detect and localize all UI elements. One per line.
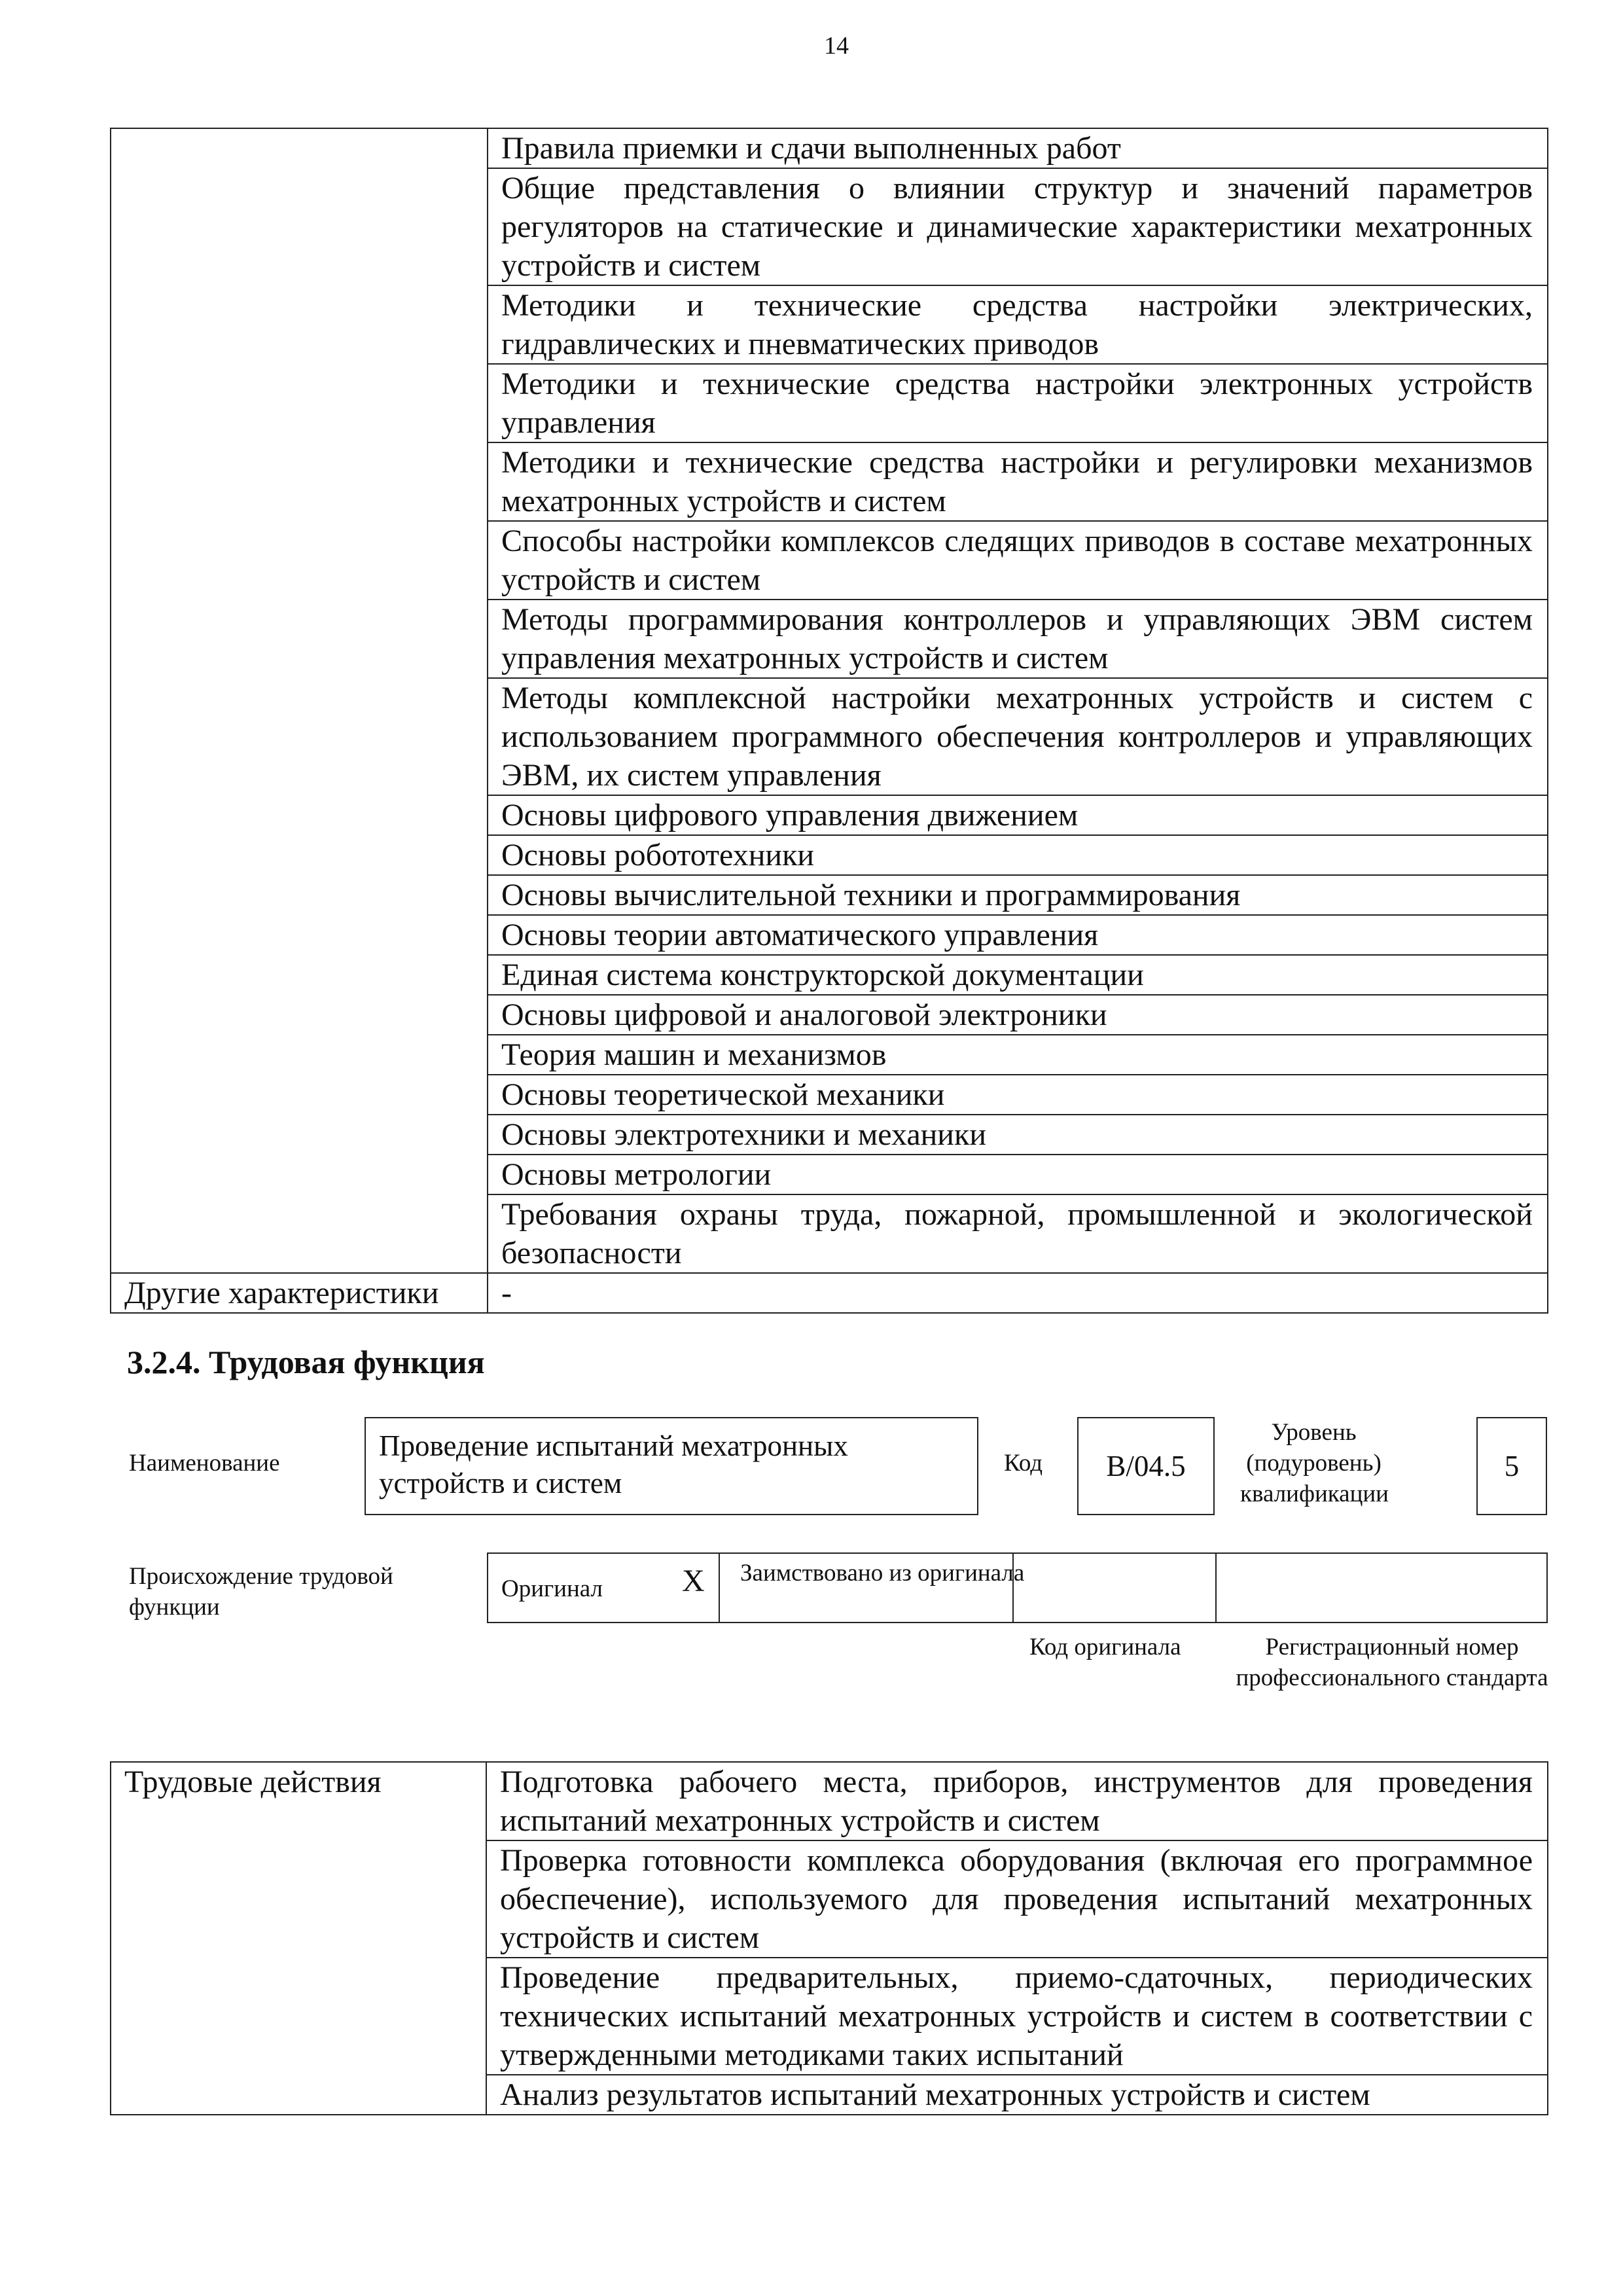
level-value: 5 xyxy=(1476,1417,1547,1515)
origin-divider xyxy=(1215,1554,1217,1622)
original-label: Оригинал xyxy=(501,1575,603,1602)
actions-label: Трудовые действия xyxy=(111,1762,486,2115)
knowledge-item: Основы вычислительной техники и программирования xyxy=(488,875,1548,915)
other-characteristics-label: Другие характеристики xyxy=(111,1273,488,1313)
name-label: Наименование xyxy=(129,1450,280,1477)
original-mark: X xyxy=(682,1564,705,1598)
knowledge-item: Основы цифрового управления движением xyxy=(488,795,1548,835)
action-item: Анализ результатов испытаний мехатронных устройств и систем xyxy=(486,2075,1548,2115)
code-label: Код xyxy=(1004,1450,1043,1477)
table-row xyxy=(111,1273,1548,1313)
knowledge-item: Основы метрологии xyxy=(488,1155,1548,1194)
knowledge-item: Методы программирования контроллеров и управляющих ЭВМ систем управления мехатронных устройств и систем xyxy=(488,600,1548,678)
other-characteristics-value: - xyxy=(488,1273,1548,1313)
knowledge-item: Методы комплексной настройки мехатронных устройств и систем с использованием программного обеспечения контроллеров и управляющих ЭВМ, их систем управления xyxy=(488,678,1548,795)
knowledge-item: Основы теоретической механики xyxy=(488,1075,1548,1115)
knowledge-item: Основы теории автоматического управления xyxy=(488,915,1548,955)
knowledge-item: Правила приемки и сдачи выполненных работ xyxy=(488,128,1548,168)
knowledge-item: Общие представления о влиянии структур и значений параметров регуляторов на статические и динамические характеристики мехатронных устройств и систем xyxy=(488,168,1548,285)
knowledge-table xyxy=(110,128,1548,1314)
action-item: Подготовка рабочего места, приборов, инструментов для проведения испытаний мехатронных устройств и систем xyxy=(486,1762,1548,1840)
borrowed-label: Заимствовано из оригинала xyxy=(740,1560,1025,1587)
section-heading: 3.2.4. Трудовая функция xyxy=(127,1344,485,1380)
knowledge-item: Основы цифровой и аналоговой электроники xyxy=(488,995,1548,1035)
knowledge-item: Методики и технические средства настройки и регулировки механизмов мехатронных устройств и систем xyxy=(488,442,1548,521)
knowledge-item: Методики и технические средства настройки электрических, гидравлических и пневматических приводов xyxy=(488,285,1548,364)
action-item: Проверка готовности комплекса оборудования (включая его программное обеспечение), используемого для проведения испытаний мехатронных устройств и систем xyxy=(486,1840,1548,1958)
function-name-value: Проведение испытаний мехатронных устройств и систем xyxy=(365,1417,978,1515)
table-row xyxy=(111,128,1548,168)
code-original-caption: Код оригинала xyxy=(1029,1634,1181,1660)
origin-label: Происхождение трудовой функции xyxy=(129,1563,393,1621)
knowledge-item: Требования охраны труда, пожарной, промышленной и экологической безопасности xyxy=(488,1194,1548,1273)
knowledge-item: Теория машин и механизмов xyxy=(488,1035,1548,1075)
action-item: Проведение предварительных, приемо-сдаточных, периодических технических испытаний мехатронных устройств и систем в соответствии с утвержденными методиками таких испытаний xyxy=(486,1958,1548,2075)
knowledge-item: Методики и технические средства настройки электронных устройств управления xyxy=(488,364,1548,442)
page-number: 14 xyxy=(824,32,849,60)
code-value: B/04.5 xyxy=(1077,1417,1215,1515)
origin-divider xyxy=(719,1554,720,1622)
actions-table xyxy=(110,1761,1548,2115)
reg-number-caption: Регистрационный номер профессионального стандарта xyxy=(1236,1634,1548,1691)
knowledge-item: Основы электротехники и механики xyxy=(488,1115,1548,1155)
origin-grid xyxy=(487,1552,1548,1623)
knowledge-item: Способы настройки комплексов следящих приводов в составе мехатронных устройств и систем xyxy=(488,521,1548,600)
table-row xyxy=(111,1762,1548,1840)
knowledge-label-cell xyxy=(111,128,488,1273)
knowledge-item: Единая система конструкторской документации xyxy=(488,955,1548,995)
origin-divider xyxy=(1012,1554,1014,1622)
level-label: Уровень (подуровень) квалификации xyxy=(1240,1419,1389,1507)
knowledge-item: Основы робототехники xyxy=(488,835,1548,875)
